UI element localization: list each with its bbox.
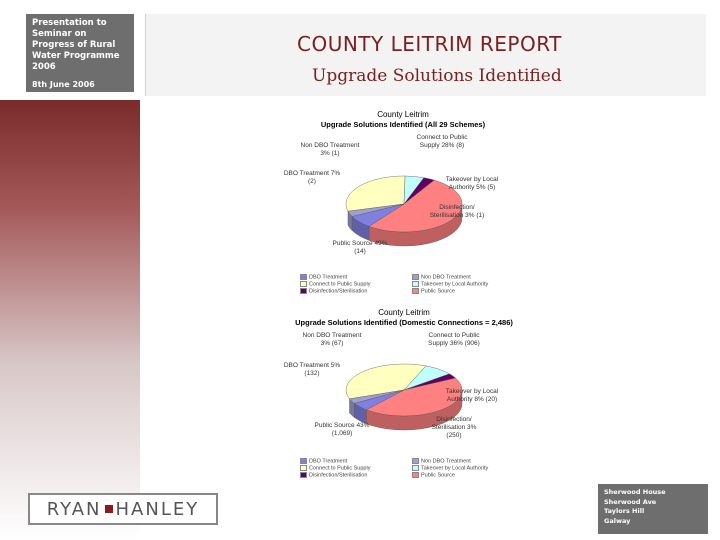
legend-item (300, 281, 370, 287)
presentation-text: Presentation to Seminar on Progress of Rural Water Programme 2006 (32, 18, 120, 72)
legend-label: Public Source (421, 288, 455, 295)
legend-swatch (300, 465, 307, 471)
slice-label: Takeover by Local Authority 8% (20) (445, 388, 499, 403)
legend-item (300, 472, 367, 478)
chart-title: County Leitrim (378, 308, 430, 317)
address-line: Galway (604, 516, 631, 525)
legend-label: Connect to Public Supply (309, 281, 371, 288)
ryan-hanley-logo (28, 493, 218, 525)
slice-label: Public Source 43% (1,069) (314, 422, 370, 437)
presentation-date: 8th June 2006 (32, 80, 95, 89)
legend-item (412, 472, 455, 478)
slice-label: Disinfection/ Sterilisation 3% (250) (431, 416, 477, 439)
address-line: Sherwood House (604, 488, 666, 496)
legend-item (300, 458, 347, 464)
sidebar-gradient (0, 100, 140, 540)
legend-label: Public Source (421, 472, 455, 479)
legend-item (300, 465, 370, 471)
legend-label: Non DBO Treatment (421, 458, 471, 465)
slice-label: Non DBO Treatment 3% (67) (302, 332, 362, 347)
legend-swatch (300, 274, 307, 280)
legend-swatch (412, 465, 419, 471)
legend-item (412, 288, 455, 294)
address-line: Sherwood Ave (604, 497, 657, 506)
legend-item (300, 274, 347, 280)
slice-label: Public Source 49% (14) (332, 240, 388, 255)
legend-swatch (300, 472, 307, 478)
address-box (598, 484, 708, 534)
address-line: Taylors Hill (604, 507, 645, 515)
legend-label: Disinfection/Sterilisation (309, 472, 368, 479)
page-title: COUNTY LEITRIM REPORT (297, 32, 562, 56)
page-subtitle: Upgrade Solutions Identified (312, 66, 562, 86)
slice-label: Connect to Public Supply 28% (8) (416, 134, 468, 149)
slice-label: Non DBO Treatment 3% (1) (300, 142, 360, 157)
chart-title: County Leitrim (377, 110, 429, 119)
pie-chart-schemes (283, 108, 514, 298)
presentation-info-box (26, 14, 134, 92)
legend-swatch (300, 281, 307, 287)
legend-item (300, 288, 367, 294)
legend-label: Non DBO Treatment (421, 274, 471, 281)
legend-label: DBO Treatment (309, 458, 348, 465)
legend-label: Takeover by Local Authority (421, 281, 489, 288)
logo-square-icon (105, 505, 113, 513)
legend-item (412, 281, 488, 287)
legend-swatch (300, 288, 307, 294)
pie-chart-connections (283, 306, 516, 482)
legend-swatch (412, 288, 419, 294)
legend-label: Takeover by Local Authority (421, 465, 489, 472)
legend-item (412, 465, 488, 471)
pie-svg (292, 108, 514, 298)
legend-swatch (412, 472, 419, 478)
slice-label: Takeover by Local Authority 5% (5) (445, 176, 499, 191)
legend-item (412, 458, 471, 464)
slice-label: Connect to Public Supply 36% (906) (428, 332, 480, 347)
legend-swatch (412, 458, 419, 464)
slice-label: DBO Treatment 7% (2) (283, 170, 341, 185)
slice-label: DBO Treatment 5% (132) (283, 362, 341, 377)
legend-label: DBO Treatment (309, 274, 348, 281)
legend-swatch (300, 458, 307, 464)
legend-swatch (412, 274, 419, 280)
legend-item (412, 274, 471, 280)
chart-subtitle: Upgrade Solutions Identified (Domestic Connections = 2,486) (295, 318, 513, 327)
chart-subtitle: Upgrade Solutions Identified (All 29 Schemes) (320, 120, 486, 129)
legend-label: Disinfection/Sterilisation (309, 288, 368, 295)
legend-swatch (412, 281, 419, 287)
legend-label: Connect to Public Supply (309, 465, 371, 472)
logo-text-left: RYAN (46, 498, 102, 520)
logo-text-right: HANLEY (115, 498, 200, 520)
slice-label: Disinfection/ Sterilisation 3% (1) (429, 204, 485, 219)
